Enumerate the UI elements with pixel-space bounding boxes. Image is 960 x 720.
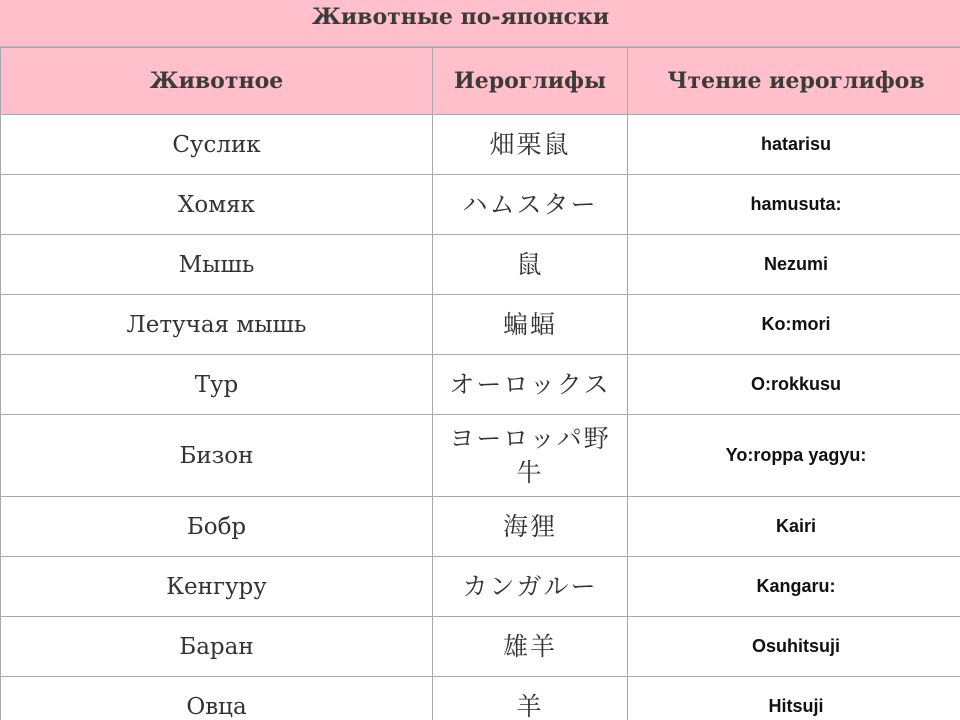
header-reading: Чтение иероглифов	[628, 48, 960, 115]
table-row	[1, 557, 960, 617]
kanji-cell	[433, 235, 628, 295]
reading-cell: Ko:mori	[628, 295, 960, 355]
table-row	[1, 355, 960, 415]
kanji-cell	[433, 175, 628, 235]
table-row	[1, 415, 960, 497]
kanji-cell	[433, 415, 628, 497]
kanji-text: 海狸	[502, 511, 557, 541]
table-row	[1, 677, 960, 720]
kanji-cell	[433, 617, 628, 677]
animal-cell: Летучая мышь	[1, 295, 433, 355]
animal-cell: Бизон	[1, 415, 433, 497]
animals-table	[0, 47, 960, 720]
table-row	[1, 115, 960, 175]
table-header-row	[1, 48, 960, 115]
kanji-cell	[433, 295, 628, 355]
kanji-text: 羊	[516, 691, 544, 720]
reading-cell: Hitsuji	[628, 677, 960, 720]
reading-cell: hamusuta:	[628, 175, 960, 235]
animal-cell: Бобр	[1, 497, 433, 557]
reading-cell: Kangaru:	[628, 557, 960, 617]
animal-cell: Кенгуру	[1, 557, 433, 617]
table-row	[1, 295, 960, 355]
table-row	[1, 235, 960, 295]
animal-cell: Овца	[1, 677, 433, 720]
table-row	[1, 175, 960, 235]
reading-cell: Nezumi	[628, 235, 960, 295]
table-row	[1, 497, 960, 557]
kanji-cell	[433, 677, 628, 720]
table-title: Животные по-японски	[0, 0, 960, 47]
animal-cell: Суслик	[1, 115, 433, 175]
reading-cell: hatarisu	[628, 115, 960, 175]
header-kanji: Иероглифы	[433, 48, 628, 115]
kanji-text: 畑栗鼠	[489, 129, 571, 159]
animal-cell: Хомяк	[1, 175, 433, 235]
table-row	[1, 617, 960, 677]
reading-cell: Kairi	[628, 497, 960, 557]
kanji-cell	[433, 557, 628, 617]
kanji-text: ヨーロッパ野牛	[449, 423, 611, 487]
kanji-cell	[433, 355, 628, 415]
kanji-text: 鼠	[516, 249, 544, 279]
kanji-text: 蝙蝠	[502, 309, 557, 339]
kanji-cell	[433, 115, 628, 175]
reading-cell: O:rokkusu	[628, 355, 960, 415]
animal-cell: Тур	[1, 355, 433, 415]
header-animal: Животное	[1, 48, 433, 115]
animal-cell: Баран	[1, 617, 433, 677]
animal-cell: Мышь	[1, 235, 433, 295]
kanji-text: オーロックス	[449, 369, 611, 399]
kanji-text: カンガルー	[462, 571, 598, 601]
reading-cell: Osuhitsuji	[628, 617, 960, 677]
kanji-text: ハムスター	[462, 189, 598, 219]
kanji-cell	[433, 497, 628, 557]
reading-cell: Yo:roppa yagyu:	[628, 415, 960, 497]
kanji-text: 雄羊	[502, 631, 557, 661]
